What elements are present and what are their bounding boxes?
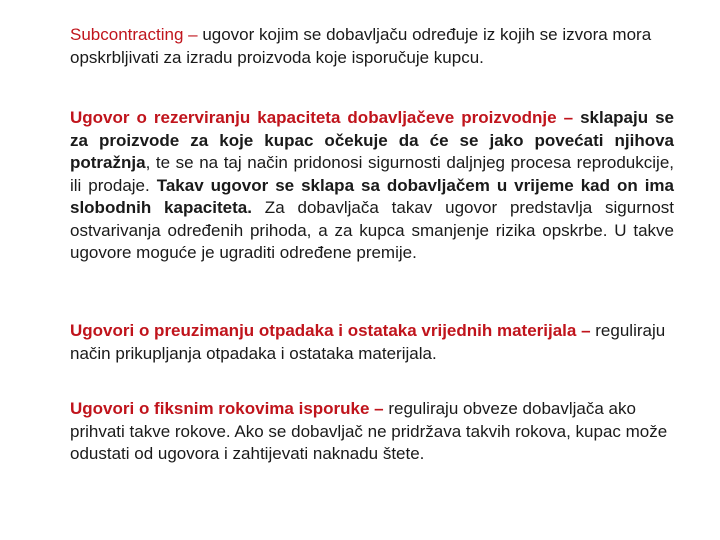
definition-capacity-reservation-text-1: , te se na taj način pridonosi sigurnosti daljnjeg procesa reprodukcije, ili prodaje. (70, 153, 674, 195)
term-subcontracting: Subcontracting – (70, 25, 198, 44)
paragraph-waste-takeover (70, 320, 674, 365)
definition-waste-takeover: reguliraju način prikupljanja otpadaka i ostataka materijala. (70, 321, 666, 363)
definition-subcontracting: ugovor kojim se dobavljaču određuje iz kojih se izvora mora opskrbljivati za izradu proizvoda koje isporučuje kupcu. (70, 25, 652, 67)
paragraph-fixed-delivery (70, 398, 674, 466)
paragraph-capacity-reservation (70, 107, 674, 265)
definition-fixed-delivery: reguliraju obveze dobavljača ako prihvati takve rokove. Ako se dobavljač ne pridržava takvih rokova, kupac može odustati od ugovora i zahtijevati naknadu štete. (70, 399, 668, 463)
term-capacity-reservation: Ugovor o rezerviranju kapaciteta dobavljačeve proizvodnje – (70, 108, 574, 127)
term-waste-takeover: Ugovori o preuzimanju otpadaka i ostataka vrijednih materijala – (70, 321, 591, 340)
term-fixed-delivery: Ugovori o fiksnim rokovima isporuke – (70, 399, 384, 418)
definition-capacity-reservation-bold-2: Takav ugovor se sklapa sa dobavljačem u vrijeme kad on ima slobodnih kapaciteta. (70, 175, 674, 217)
definition-capacity-reservation-text-2: Za dobavljača takav ugovor predstavlja sigurnost ostvarivanja određenih prihoda, a za kupca smanjenje rizika opskrbe. U takve ugovore moguće je ugraditi određene premije. (70, 198, 675, 262)
paragraph-subcontracting (70, 24, 674, 69)
definition-capacity-reservation-bold-1: sklapaju se za proizvode za koje kupac očekuje da će se jako povećati njihova potražnja (70, 108, 675, 172)
